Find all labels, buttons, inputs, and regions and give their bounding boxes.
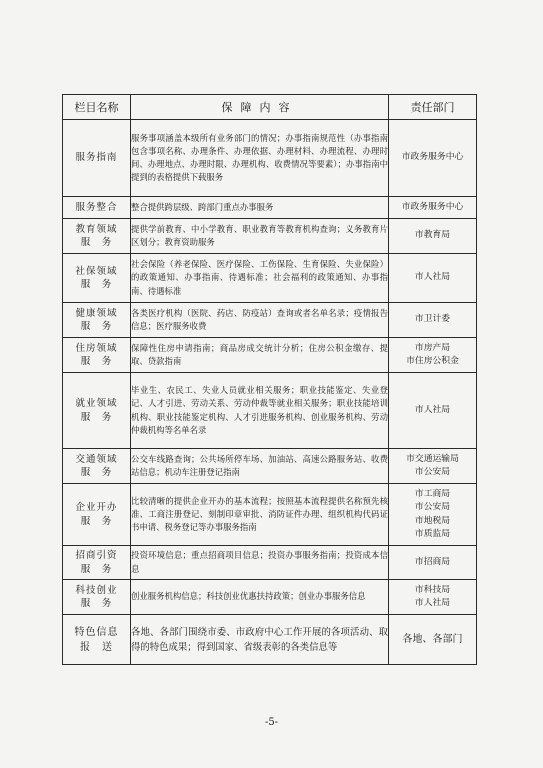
- row-name: 企业开办: [75, 502, 118, 513]
- row-dept: 市科技局: [414, 584, 451, 595]
- row-dept: 市教育局: [414, 230, 451, 241]
- row-dept: 市质监局: [414, 528, 451, 539]
- row-content: 投资环境信息；重点招商项目信息；投资办事服务指南；投资成本信息: [131, 546, 389, 580]
- row-dept-cell: [389, 120, 477, 197]
- row-dept-cell: [389, 449, 477, 484]
- row-dept: 市房产局: [414, 342, 451, 353]
- row-name-cell: [63, 615, 131, 665]
- row-name: 健康领域: [75, 307, 118, 319]
- header-guarantee-content: 保障内容: [131, 95, 389, 120]
- row-name: 服 务: [80, 356, 113, 367]
- row-dept: 市住房公积金: [406, 356, 459, 366]
- row-dept-cell: [389, 338, 477, 373]
- row-dept: 市公安局: [414, 502, 451, 513]
- row-content: 各类医疗机构（医院、药店、防疫站）查询或者名单名录；疫情报告信息；医疗服务收费: [131, 303, 389, 338]
- row-dept: 市公安局: [414, 467, 451, 477]
- row-name: 住房领域: [75, 342, 118, 354]
- row-name: 服 务: [80, 598, 113, 609]
- page-number: -5-: [264, 717, 279, 728]
- row-content: 提供学前教育、中小学教育、职业教育等教育机构查询；义务教育片区划分；教育资助服务: [131, 219, 389, 254]
- table-row: [63, 338, 477, 373]
- row-content: 整合提供跨层级、跨部门重点办事服务: [131, 197, 389, 219]
- row-dept: 市工商局: [414, 489, 451, 500]
- row-name: 服 务: [80, 563, 113, 575]
- row-name-cell: [63, 197, 131, 219]
- row-name-cell: [63, 303, 131, 338]
- row-dept: 各地、各部门: [402, 634, 463, 645]
- row-name: 服务整合: [75, 201, 118, 213]
- row-name: 服务指南: [75, 152, 118, 164]
- row-name-cell: [63, 120, 131, 197]
- row-dept-cell: [389, 303, 477, 338]
- row-content: 毕业生、农民工、失业人员就业相关服务；职业技能鉴定、失业登记、人才引进、劳动关系、劳动仲裁等就业相关服务；职业技能培训机构、职业技能鉴定机构、人才引进服务机构、创业服务机构、劳动仲裁机构等名单名录: [131, 373, 389, 449]
- row-name: 招商引资: [75, 550, 118, 561]
- row-name-cell: [63, 449, 131, 484]
- table-row: [63, 373, 477, 449]
- table-row: [63, 219, 477, 254]
- row-name-cell: [63, 373, 131, 449]
- row-name: 服 务: [80, 515, 113, 527]
- row-name-cell: [63, 254, 131, 303]
- row-name-cell: [63, 580, 131, 615]
- row-content: 保障性住房申请指南；商品房成交统计分析；住房公积金缴存、提取、贷款指南: [131, 338, 389, 373]
- row-dept: 市招商局: [414, 556, 451, 567]
- row-dept-cell: [389, 254, 477, 303]
- row-content: 比较清晰的提供企业开办的基本流程；按照基本流程提供名称预先核准、工商注册登记、刻制印章审批、消防证件办理、组织机构代码证书申请、税务登记等办事服务指南: [131, 484, 389, 546]
- row-dept-cell: [389, 197, 477, 219]
- table-row: [63, 449, 477, 484]
- row-name-cell: [63, 546, 131, 580]
- table-row: [63, 303, 477, 338]
- row-content: 公交车线路查询；公共场所停车场、加油站、高速公路服务站、收费站信息；机动车注册登记指南: [131, 449, 389, 484]
- row-dept: 市人社局: [414, 272, 451, 283]
- row-dept-cell: [389, 484, 477, 546]
- row-name: 服 务: [80, 467, 113, 478]
- table-row: [63, 546, 477, 580]
- row-name: 社保领域: [75, 265, 118, 277]
- row-name: 报 送: [80, 641, 113, 653]
- header-responsible-dept: 责任部门: [389, 95, 477, 120]
- row-name: 科技创业: [75, 584, 118, 596]
- row-content: 各地、各部门围绕市委、市政府中心工作开展的各项活动、取得的特色成果；得到国家、省级表彰的各类信息等: [131, 615, 389, 665]
- row-dept: 市政务服务中心: [401, 152, 464, 163]
- row-name: 就业领域: [75, 398, 118, 409]
- row-name: 交通领域: [75, 453, 118, 465]
- row-content: 社会保险（养老保险、医疗保险、工伤保险、生育保险、失业保险）的政策通知、办事指南、待遇标准；社会福利的政策通知、办事指南、待遇标准: [131, 254, 389, 303]
- table-row: [63, 484, 477, 546]
- table-row: [63, 254, 477, 303]
- row-name: 教育领域: [75, 223, 118, 235]
- row-dept: 市人社局: [414, 404, 451, 415]
- row-name-cell: [63, 484, 131, 546]
- row-dept-cell: [389, 373, 477, 449]
- row-dept-cell: [389, 219, 477, 254]
- table-row: [63, 120, 477, 197]
- table-row: [63, 197, 477, 219]
- row-name-cell: [63, 219, 131, 254]
- row-name: 服 务: [80, 279, 113, 290]
- row-name: 服 务: [80, 321, 113, 332]
- row-dept: 市地税局: [414, 515, 451, 526]
- row-content: 创业服务机构信息；科技创业优惠扶持政策；创业办事服务信息: [131, 580, 389, 615]
- row-dept-cell: [389, 546, 477, 580]
- row-name: 特色信息: [74, 626, 119, 638]
- row-dept: 市交通运输局: [406, 453, 459, 464]
- header-column-name: 栏目名称: [63, 95, 131, 120]
- row-name-cell: [63, 338, 131, 373]
- row-dept: 市卫计委: [414, 314, 451, 325]
- row-dept: 市人社局: [414, 598, 451, 608]
- row-name: 服 务: [80, 237, 113, 248]
- service-guarantee-table: [62, 94, 477, 665]
- row-dept-cell: [389, 580, 477, 615]
- row-dept: 市政务服务中心: [401, 201, 464, 212]
- row-content: 服务事项涵盖本级所有业务部门的情况；办事指南规范性（办事指南包含事项名称、办理条件、办理依据、办理材料、办理流程、办理时间、办理地点、办理时限、办理机构、收费情况等要素）；办事指南中提到的表格提供下载服务: [131, 120, 389, 197]
- row-name: 服 务: [80, 411, 113, 423]
- table-row: [63, 615, 477, 665]
- table-header-row: [63, 95, 477, 120]
- row-dept-cell: [389, 615, 477, 665]
- table-row: [63, 580, 477, 615]
